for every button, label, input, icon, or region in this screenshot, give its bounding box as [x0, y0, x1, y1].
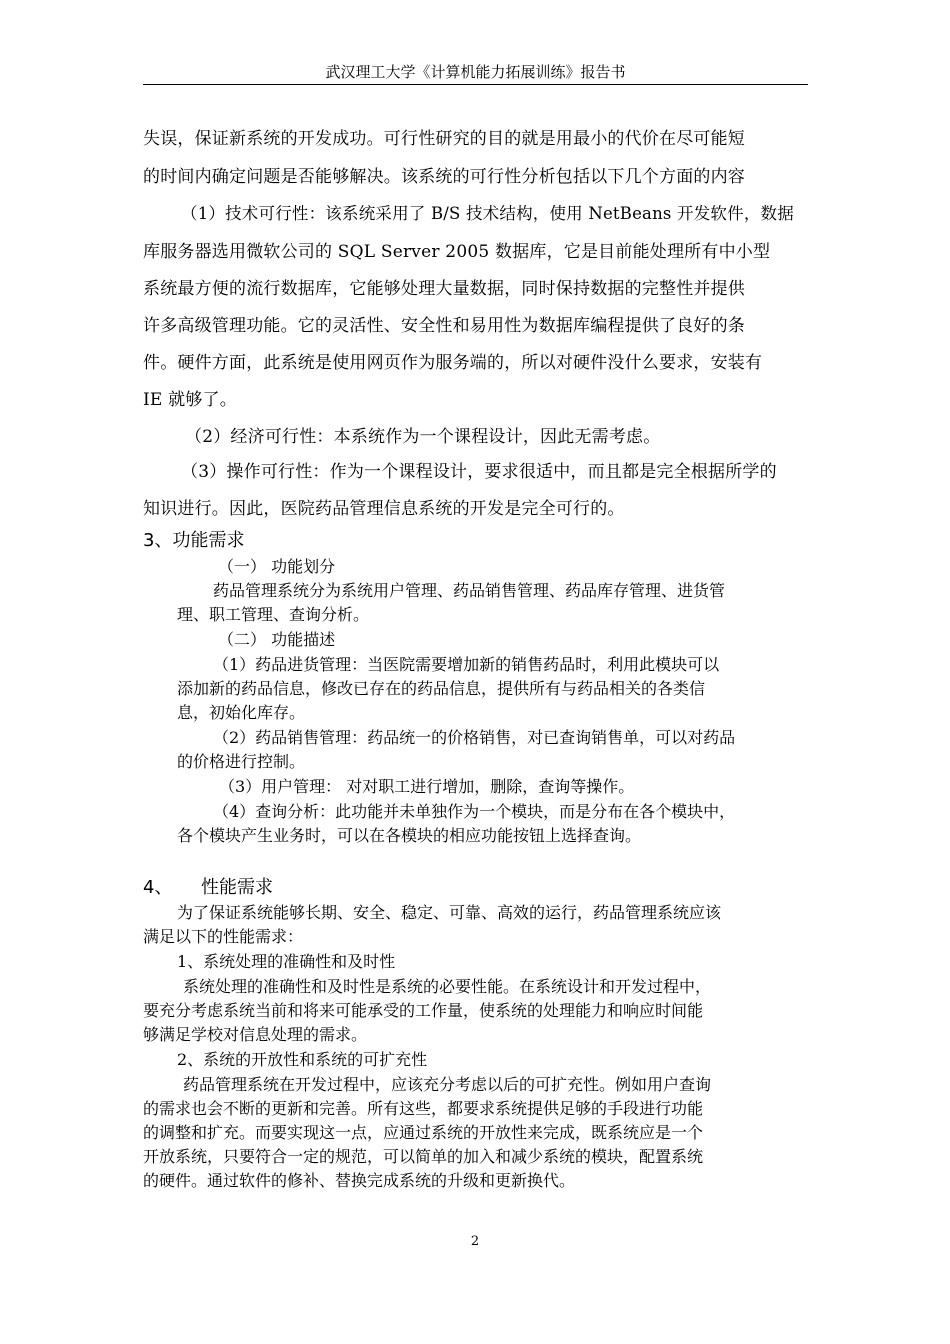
- page-header: 武汉理工大学《计算机能力拓展训练》报告书: [325, 63, 626, 81]
- paragraph-line: 药品管理系统分为系统用户管理、药品销售管理、药品库存管理、进货管: [213, 581, 726, 600]
- paragraph-line: 药品管理系统在开发过程中，应该充分考虑以后的可扩充性。例如用户查询: [183, 1075, 712, 1094]
- paragraph-line: 理、职工管理、查询分析。: [177, 605, 370, 624]
- subsection-heading: （二） 功能描述: [218, 630, 336, 649]
- paragraph-line: 开放系统，只要符合一定的规范，可以简单的加入和减少系统的模块，配置系统: [143, 1147, 704, 1166]
- paragraph-line: 的硬件。通过软件的修补、替换完成系统的升级和更新换代。: [143, 1171, 576, 1190]
- paragraph-line: 的调整和扩充。而要实现这一点，应通过系统的开放性来完成，既系统应是一个: [143, 1123, 704, 1142]
- subsection-heading: （一） 功能划分: [218, 557, 336, 576]
- paragraph-line: （2）经济可行性：本系统作为一个课程设计，因此无需考虑。: [185, 427, 661, 447]
- paragraph-line: （2）药品销售管理：药品统一的价格销售，对已查询销售单，可以对药品: [213, 728, 736, 747]
- paragraph-line: 知识进行。因此，医院药品管理信息系统的开发是完全可行的。: [143, 499, 625, 519]
- paragraph-line: 为了保证系统能够长期、安全、稳定、可靠、高效的运行，药品管理系统应该: [177, 903, 722, 922]
- paragraph-line: （1）技术可行性：该系统采用了 B/S 技术结构，使用 NetBeans 开发软件，数据: [181, 204, 794, 223]
- paragraph-line: 各个模块产生业务时，可以在各模块的相应功能按钮上选择查询。: [177, 826, 642, 845]
- paragraph-line: 要充分考虑系统当前和将来可能承受的工作量，使系统的处理能力和响应时间能: [143, 1001, 704, 1020]
- paragraph-line: 许多高级管理功能。它的灵活性、安全性和易用性为数据库编程提供了良好的条: [143, 316, 745, 336]
- page-number: 2: [470, 1234, 480, 1249]
- paragraph-line: 失误，保证新系统的开发成功。可行性研究的目的就是用最小的代价在尽可能短: [143, 129, 745, 149]
- paragraph-line: 库服务器选用微软公司的 SQL Server 2005 数据库，它是目前能处理所有中小型: [143, 242, 771, 262]
- paragraph-line: 系统处理的准确性和及时性是系统的必要性能。在系统设计和开发过程中，: [183, 977, 712, 996]
- section-heading: 3、功能需求: [143, 530, 245, 551]
- paragraph-line: 添加新的药品信息，修改已存在的药品信息，提供所有与药品相关的各类信: [177, 679, 706, 698]
- paragraph-line: （3）操作可行性：作为一个课程设计，要求很适中，而且都是完全根据所学的: [181, 462, 777, 482]
- paragraph-line: 系统最方便的流行数据库，它能够处理大量数据，同时保持数据的完整性并提供: [143, 279, 745, 299]
- subsection-heading: 1、系统处理的准确性和及时性: [177, 952, 396, 971]
- paragraph-line: （3）用户管理： 对对职工进行增加，删除，查询等操作。: [219, 777, 635, 796]
- section-heading: 性能需求: [201, 877, 273, 898]
- paragraph-line: 够满足学校对信息处理的需求。: [143, 1025, 368, 1044]
- header-rule: [143, 84, 808, 85]
- paragraph-line: 的价格进行控制。: [177, 752, 306, 771]
- paragraph-line: （1）药品进货管理：当医院需要增加新的销售药品时，利用此模块可以: [213, 655, 720, 674]
- paragraph-line: 满足以下的性能需求：: [143, 927, 304, 946]
- subsection-heading: 2、系统的开放性和系统的可扩充性: [177, 1050, 428, 1069]
- paragraph-line: 的时间内确定问题是否能够解决。该系统的可行性分析包括以下几个方面的内容: [143, 167, 745, 187]
- paragraph-line: 的需求也会不断的更新和完善。所有这些，都要求系统提供足够的手段进行功能: [143, 1099, 704, 1118]
- paragraph-line: 件。硬件方面，此系统是使用网页作为服务端的，所以对硬件没什么要求，安装有: [143, 353, 763, 373]
- paragraph-line: （4）查询分析：此功能并未单独作为一个模块，而是分布在各个模块中，: [213, 802, 736, 821]
- paragraph-line: 息，初始化库存。: [177, 703, 306, 722]
- paragraph-line: IE 就够了。: [143, 390, 237, 410]
- section-heading-number: 4、: [143, 877, 173, 898]
